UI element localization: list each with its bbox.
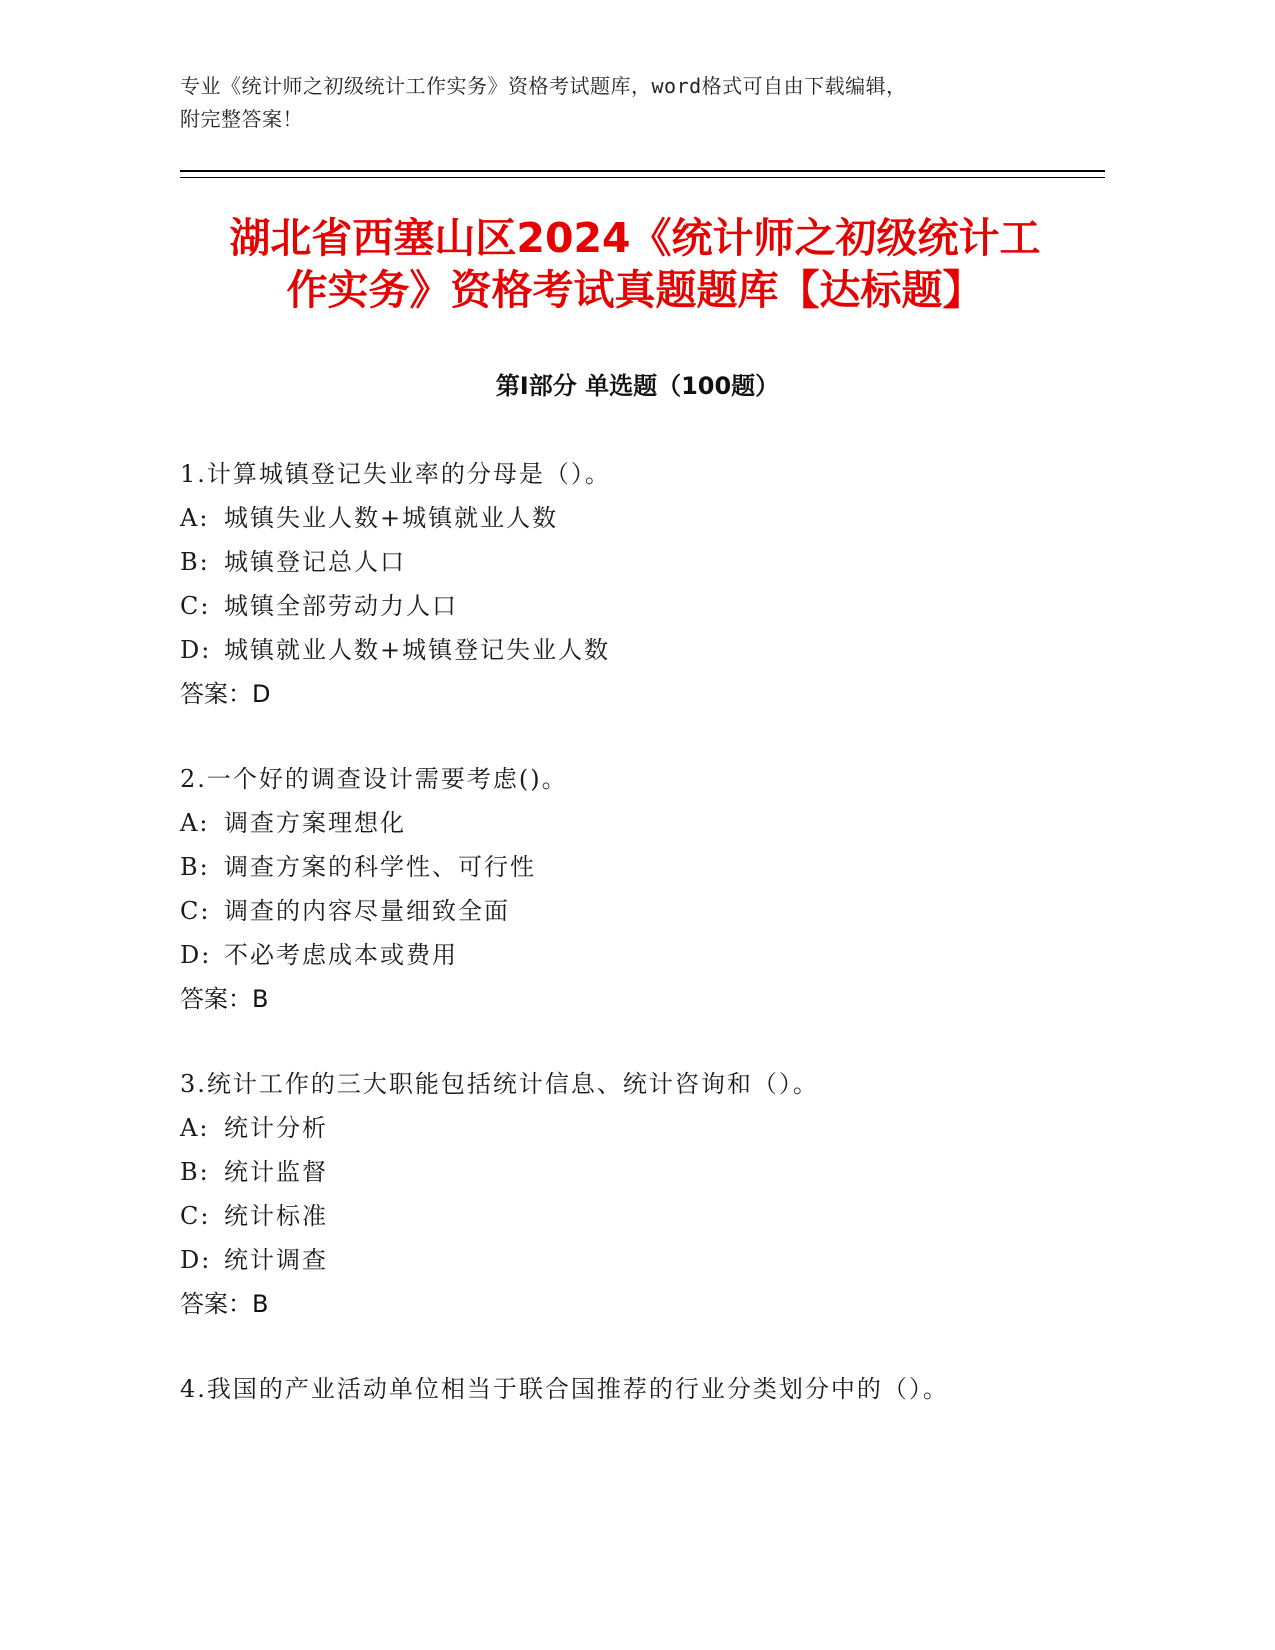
option-text: 调查方案理想化 [224, 809, 406, 837]
option-letter: C: [180, 1202, 211, 1230]
answer-value: B [252, 1290, 269, 1318]
option-b [180, 540, 1130, 584]
question-1 [180, 452, 1130, 716]
answer-line [180, 672, 1130, 716]
answer-line [180, 977, 1130, 1021]
answer-value: D [252, 680, 271, 708]
option-c [180, 584, 1130, 628]
option-letter: B: [180, 548, 210, 576]
question-stem: 4.我国的产业活动单位相当于联合国推荐的行业分类划分中的（）。 [180, 1375, 949, 1403]
option-letter: A: [180, 1114, 210, 1142]
answer-prefix: 答案： [180, 1290, 252, 1318]
header-divider-thick [180, 170, 1105, 172]
option-c [180, 889, 1130, 933]
option-letter: B: [180, 1158, 210, 1186]
document-title-line-2: 作实务》资格考试真题题库【达标题】 [286, 266, 984, 314]
question-4 [180, 1367, 1130, 1411]
option-letter: C: [180, 897, 211, 925]
document-title-line-1: 湖北省西塞山区2024《统计师之初级统计工 [229, 214, 1041, 262]
option-c [180, 1194, 1130, 1238]
option-text: 调查的内容尽量细致全面 [224, 897, 510, 925]
option-letter: D: [180, 636, 212, 664]
option-d [180, 1238, 1130, 1282]
option-text: 城镇就业人数+城镇登记失业人数 [224, 636, 611, 664]
header-note-line-1: 专业《统计师之初级统计工作实务》资格考试题库，word格式可自由下载编辑， [180, 74, 907, 98]
option-text: 不必考虑成本或费用 [224, 941, 458, 969]
answer-value: B [252, 985, 269, 1013]
header-note-line-2: 附完整答案！ [180, 107, 303, 131]
question-2 [180, 757, 1130, 1021]
answer-prefix: 答案： [180, 680, 252, 708]
option-d [180, 628, 1130, 672]
question-stem: 3.统计工作的三大职能包括统计信息、统计咨询和（）。 [180, 1070, 819, 1098]
option-text: 城镇全部劳动力人口 [224, 592, 458, 620]
option-letter: B: [180, 853, 210, 881]
option-text: 调查方案的科学性、可行性 [224, 853, 536, 881]
answer-prefix: 答案： [180, 985, 252, 1013]
option-a [180, 496, 1130, 540]
section-heading: 第Ⅰ部分 单选题（100题） [495, 372, 780, 400]
option-letter: A: [180, 504, 210, 532]
question-stem: 2.一个好的调查设计需要考虑()。 [180, 765, 568, 793]
option-text: 统计标准 [224, 1202, 328, 1230]
document-title [160, 212, 1110, 316]
option-letter: D: [180, 1246, 212, 1274]
question-stem: 1.计算城镇登记失业率的分母是（）。 [180, 460, 611, 488]
option-b [180, 845, 1130, 889]
option-text: 统计分析 [224, 1114, 328, 1142]
header-divider-thin [180, 177, 1105, 178]
answer-line [180, 1282, 1130, 1326]
option-b [180, 1150, 1130, 1194]
option-text: 城镇失业人数+城镇就业人数 [224, 504, 559, 532]
question-3 [180, 1062, 1130, 1326]
option-a [180, 801, 1130, 845]
option-text: 城镇登记总人口 [224, 548, 406, 576]
option-text: 统计监督 [224, 1158, 328, 1186]
option-a [180, 1106, 1130, 1150]
option-text: 统计调查 [224, 1246, 328, 1274]
option-letter: A: [180, 809, 210, 837]
option-letter: D: [180, 941, 212, 969]
option-letter: C: [180, 592, 211, 620]
option-d [180, 933, 1130, 977]
header-note [180, 70, 1080, 136]
